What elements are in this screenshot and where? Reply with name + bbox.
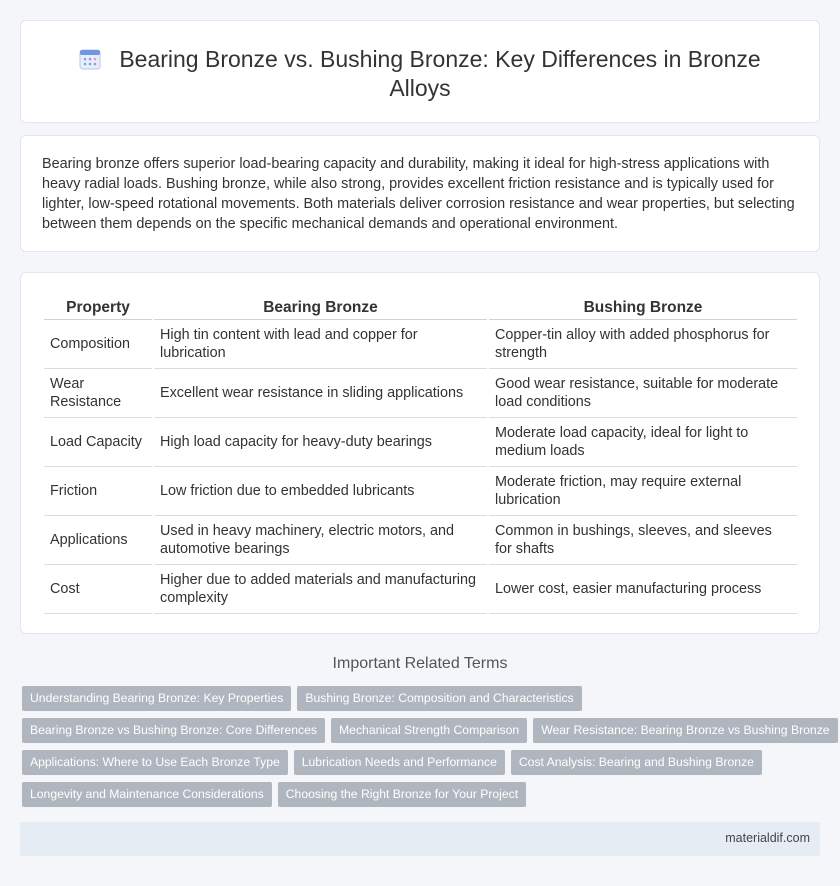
column-header-bushing-bronze: Bushing Bronze	[489, 294, 797, 320]
related-term-link[interactable]: Wear Resistance: Bearing Bronze vs Bushing Bronze	[533, 718, 837, 743]
comparison-card	[20, 272, 820, 634]
related-terms-list	[22, 686, 830, 814]
property-cell: Cost	[44, 565, 152, 614]
bearing-bronze-cell: Used in heavy machinery, electric motors, and automotive bearings	[154, 516, 487, 565]
related-terms-row	[22, 718, 830, 750]
bearing-bronze-cell: Excellent wear resistance in sliding applications	[154, 369, 487, 418]
table-row	[44, 369, 797, 418]
related-term-link[interactable]: Bushing Bronze: Composition and Characteristics	[297, 686, 581, 711]
table-header-row	[44, 294, 797, 320]
title-card	[20, 20, 820, 123]
property-cell: Applications	[44, 516, 152, 565]
bushing-bronze-cell: Good wear resistance, suitable for moderate load conditions	[489, 369, 797, 418]
related-term-link[interactable]: Longevity and Maintenance Considerations	[22, 782, 272, 807]
page-title-text: Bearing Bronze vs. Bushing Bronze: Key Differences in Bronze Alloys	[119, 46, 761, 101]
footer-site-name[interactable]: materialdif.com	[725, 831, 810, 845]
table-row	[44, 418, 797, 467]
bushing-bronze-cell: Moderate friction, may require external lubrication	[489, 467, 797, 516]
bushing-bronze-cell: Common in bushings, sleeves, and sleeves for shafts	[489, 516, 797, 565]
related-term-link[interactable]: Applications: Where to Use Each Bronze Type	[22, 750, 288, 775]
comparison-table	[42, 294, 799, 614]
related-terms-row	[22, 750, 822, 782]
related-term-link[interactable]: Lubrication Needs and Performance	[294, 750, 505, 775]
bearing-bronze-cell: Low friction due to embedded lubricants	[154, 467, 487, 516]
intro-paragraph: Bearing bronze offers superior load-bearing capacity and durability, making it ideal for high-stress applications with heavy radial loads. Bushing bronze, while also strong, provides excellent friction resistance and is typically used for lighter, low-speed rotational movements. Both materials deliver corrosion resistance and wear properties, but selecting between them depends on the specific mechanical demands and operational environment.	[42, 156, 795, 232]
property-cell: Friction	[44, 467, 152, 516]
related-terms-row	[22, 782, 822, 814]
related-terms-row	[22, 686, 822, 718]
related-term-link[interactable]: Cost Analysis: Bearing and Bushing Bronze	[511, 750, 762, 775]
column-header-bearing-bronze: Bearing Bronze	[154, 294, 487, 320]
bushing-bronze-cell: Copper-tin alloy with added phosphorus for strength	[489, 320, 797, 369]
related-term-link[interactable]: Mechanical Strength Comparison	[331, 718, 527, 743]
table-row	[44, 565, 797, 614]
bushing-bronze-cell: Moderate load capacity, ideal for light to medium loads	[489, 418, 797, 467]
footer	[20, 822, 820, 856]
property-cell: Load Capacity	[44, 418, 152, 467]
page-title	[21, 45, 819, 103]
property-cell: Composition	[44, 320, 152, 369]
bearing-bronze-cell: High load capacity for heavy-duty bearings	[154, 418, 487, 467]
related-terms-heading: Important Related Terms	[332, 655, 508, 672]
column-header-property: Property	[44, 294, 152, 320]
table-row	[44, 516, 797, 565]
related-term-link[interactable]: Understanding Bearing Bronze: Key Properties	[22, 686, 291, 711]
calendar-grid-icon	[79, 48, 101, 70]
bearing-bronze-cell: Higher due to added materials and manufacturing complexity	[154, 565, 487, 614]
bushing-bronze-cell: Lower cost, easier manufacturing process	[489, 565, 797, 614]
related-term-link[interactable]: Bearing Bronze vs Bushing Bronze: Core Differences	[22, 718, 325, 743]
bearing-bronze-cell: High tin content with lead and copper for lubrication	[154, 320, 487, 369]
property-cell: Wear Resistance	[44, 369, 152, 418]
related-term-link[interactable]: Choosing the Right Bronze for Your Project	[278, 782, 526, 807]
table-row	[44, 467, 797, 516]
intro-card	[20, 135, 820, 252]
table-row	[44, 320, 797, 369]
